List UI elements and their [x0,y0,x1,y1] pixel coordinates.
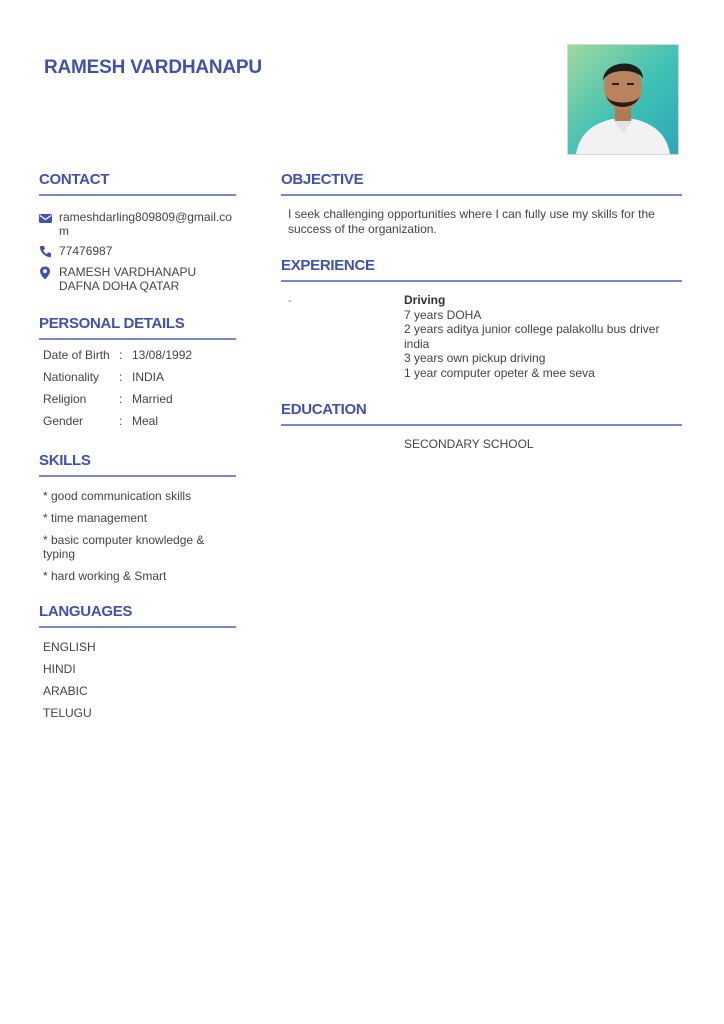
personal-value: 13/08/1992 [132,348,193,362]
contact-phone-row [39,244,237,263]
experience-line: 2 years aditya junior college palakollu bus driver india [404,322,660,351]
language-item: ARABIC [43,684,88,698]
experience-role: Driving [404,293,446,307]
skill-item: * hard working & Smart [43,569,167,583]
objective-divider [281,194,682,196]
skills-divider [39,475,236,477]
experience-date: - [288,295,292,307]
personal-label: Date of Birth [43,348,110,362]
contact-email[interactable]: rameshdarling809809@gmail.com [59,210,232,238]
personal-label: Gender [43,414,84,428]
personal-label: Nationality [43,370,100,384]
personal-row-gender: Gender : Meal [43,414,159,428]
experience-entry [404,293,684,381]
skill-item: * basic computer knowledge & typing [43,533,205,561]
personal-details-divider [39,338,236,340]
personal-row-nationality: Nationality : INDIA [43,370,165,384]
personal-row-dob: Date of Birth : 13/08/1992 [43,348,193,362]
language-item: TELUGU [43,706,92,720]
contact-address-row [39,265,235,293]
profile-photo [567,44,679,155]
education-divider [281,424,682,426]
objective-text: I seek challenging opportunities where I can fully use my skills for the success of the organization. [288,207,655,236]
skills-heading: SKILLS [39,452,91,469]
personal-value: Meal [132,414,159,428]
experience-heading: EXPERIENCE [281,257,375,274]
personal-value: INDIA [132,370,165,384]
email-icon [39,210,59,238]
experience-line: 3 years own pickup driving [404,351,546,366]
skill-item: * good communication skills [43,489,192,503]
language-item: HINDI [43,662,76,676]
languages-divider [39,626,236,628]
contact-phone[interactable]: 77476987 [59,244,113,258]
education-heading: EDUCATION [281,401,367,418]
language-item: ENGLISH [43,640,96,654]
experience-divider [281,280,682,282]
personal-value: Married [132,392,173,406]
experience-line: 1 year computer opeter & mee seva [404,365,595,380]
skill-item: * time management [43,511,148,525]
experience-line: 7 years DOHA [404,307,482,322]
languages-heading: LANGUAGES [39,603,133,620]
personal-label: Religion [43,392,87,406]
phone-icon [39,244,59,263]
location-pin-icon [39,265,59,293]
candidate-name: RAMESH VARDHANAPU [44,57,262,78]
objective-heading: OBJECTIVE [281,171,364,188]
personal-details-heading: PERSONAL DETAILS [39,315,185,332]
education-school: SECONDARY SCHOOL [404,437,534,451]
contact-divider [39,194,236,196]
contact-address: RAMESH VARDHANAPU DAFNA DOHA QATAR [59,265,197,293]
contact-heading: CONTACT [39,171,110,188]
personal-row-religion: Religion : Married [43,392,173,406]
contact-email-row [39,210,237,238]
